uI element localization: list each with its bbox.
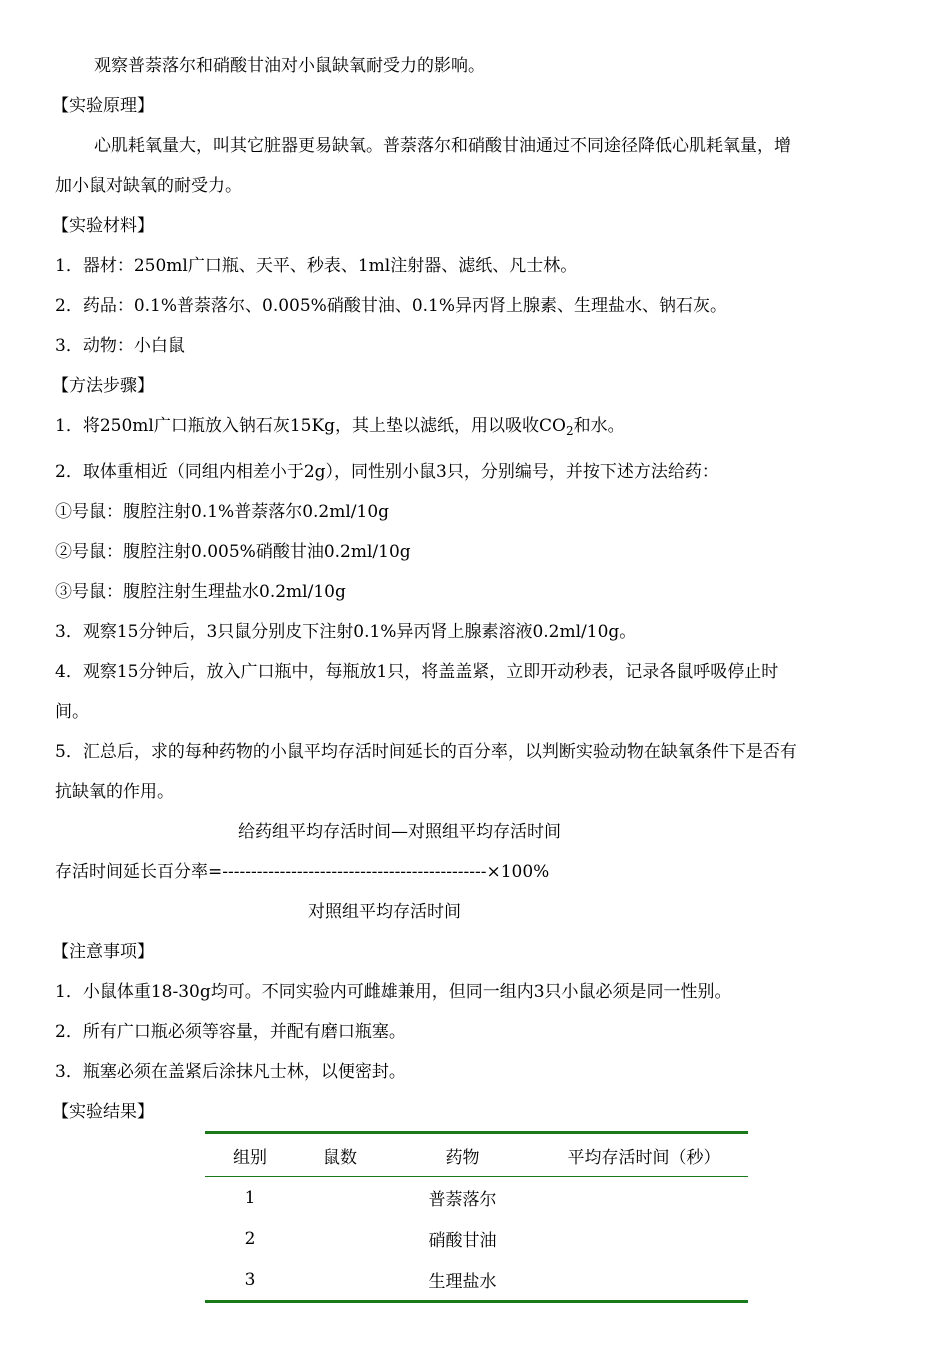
cell-drug: 硝酸甘油 bbox=[428, 1231, 497, 1251]
table-row bbox=[205, 1218, 748, 1259]
principle-heading: 【实验原理】 bbox=[52, 96, 154, 116]
method-step-1 bbox=[55, 414, 625, 438]
table-row bbox=[205, 1177, 748, 1219]
method-step-2: 2．取体重相近（同组内相差小于2g），同性别小鼠3只，分别编号，并按下述方法给药： bbox=[55, 462, 719, 482]
materials-item: 1．器材：250ml广口瓶、天平、秒表、1ml注射器、滤纸、凡士林。 bbox=[55, 256, 578, 276]
principle-text-2: 加小鼠对缺氧的耐受力。 bbox=[55, 176, 242, 196]
cell-drug: 普萘落尔 bbox=[428, 1190, 497, 1210]
header-drug: 药物 bbox=[445, 1147, 480, 1168]
cell-group: 1 bbox=[244, 1187, 256, 1208]
header-survival-time: 平均存活时间（秒） bbox=[567, 1147, 721, 1168]
method-step-5-line1: 5．汇总后，求的每种药物的小鼠平均存活时间延长的百分率，以判断实验动物在缺氧条件下是否有 bbox=[55, 742, 797, 762]
cell-group: 2 bbox=[244, 1228, 256, 1249]
method-step-4-line1: 4．观察15分钟后，放入广口瓶中，每瓶放1只，将盖盖紧，立即开动秒表，记录各鼠呼吸停止时 bbox=[55, 662, 779, 682]
note-item: 1．小鼠体重18-30g均可。不同实验内可雌雄兼用，但同一组内3只小鼠必须是同一性别。 bbox=[55, 982, 732, 1002]
cell-survival-time bbox=[540, 1218, 748, 1259]
note-item: 2．所有广口瓶必须等容量，并配有磨口瓶塞。 bbox=[55, 1022, 406, 1042]
step1-text: 1．将250ml广口瓶放入钠石灰15Kg，其上垫以滤纸，用以吸收CO bbox=[55, 416, 566, 436]
results-heading: 【实验结果】 bbox=[52, 1102, 154, 1122]
method-step-5-line2: 抗缺氧的作用。 bbox=[55, 782, 174, 802]
cell-count bbox=[295, 1218, 385, 1259]
cell-count bbox=[295, 1259, 385, 1302]
note-item: 3．瓶塞必须在盖紧后涂抹凡士林，以便密封。 bbox=[55, 1062, 406, 1082]
methods-heading: 【方法步骤】 bbox=[52, 376, 154, 396]
step1-subscript: 2 bbox=[565, 424, 574, 438]
cell-survival-time bbox=[540, 1259, 748, 1302]
table-header-row bbox=[205, 1133, 748, 1177]
cell-drug: 生理盐水 bbox=[428, 1272, 497, 1292]
dosing-item: ③号鼠：腹腔注射生理盐水0.2ml/10g bbox=[55, 582, 346, 602]
header-group: 组别 bbox=[233, 1147, 267, 1168]
formula-line: 存活时间延长百分率=----------------------------------------------×100% bbox=[55, 862, 550, 882]
step1-text-end: 和水。 bbox=[573, 416, 625, 436]
table-row bbox=[205, 1259, 748, 1302]
cell-survival-time bbox=[540, 1177, 748, 1219]
materials-item: 2．药品：0.1%普萘落尔、0.005%硝酸甘油、0.1%异丙肾上腺素、生理盐水、钠石灰。 bbox=[55, 296, 728, 316]
notes-heading: 【注意事项】 bbox=[52, 942, 154, 962]
dosing-item: ②号鼠：腹腔注射0.005%硝酸甘油0.2ml/10g bbox=[55, 542, 411, 562]
dosing-item: ①号鼠：腹腔注射0.1%普萘落尔0.2ml/10g bbox=[55, 502, 390, 522]
method-step-3: 3．观察15分钟后，3只鼠分别皮下注射0.1%异丙肾上腺素溶液0.2ml/10g。 bbox=[55, 622, 637, 642]
intro-text: 观察普萘落尔和硝酸甘油对小鼠缺氧耐受力的影响。 bbox=[94, 56, 485, 76]
principle-text-1: 心肌耗氧量大，叫其它脏器更易缺氧。普萘落尔和硝酸甘油通过不同途径降低心肌耗氧量，增 bbox=[94, 136, 791, 156]
cell-group: 3 bbox=[244, 1269, 256, 1290]
results-table bbox=[205, 1131, 748, 1303]
method-step-4-line2: 间。 bbox=[55, 702, 89, 722]
formula-denominator: 对照组平均存活时间 bbox=[308, 902, 461, 922]
formula-numerator: 给药组平均存活时间—对照组平均存活时间 bbox=[238, 822, 561, 842]
cell-count bbox=[295, 1177, 385, 1219]
materials-item: 3．动物：小白鼠 bbox=[55, 336, 185, 356]
header-count: 鼠数 bbox=[323, 1147, 357, 1168]
materials-heading: 【实验材料】 bbox=[52, 216, 154, 236]
